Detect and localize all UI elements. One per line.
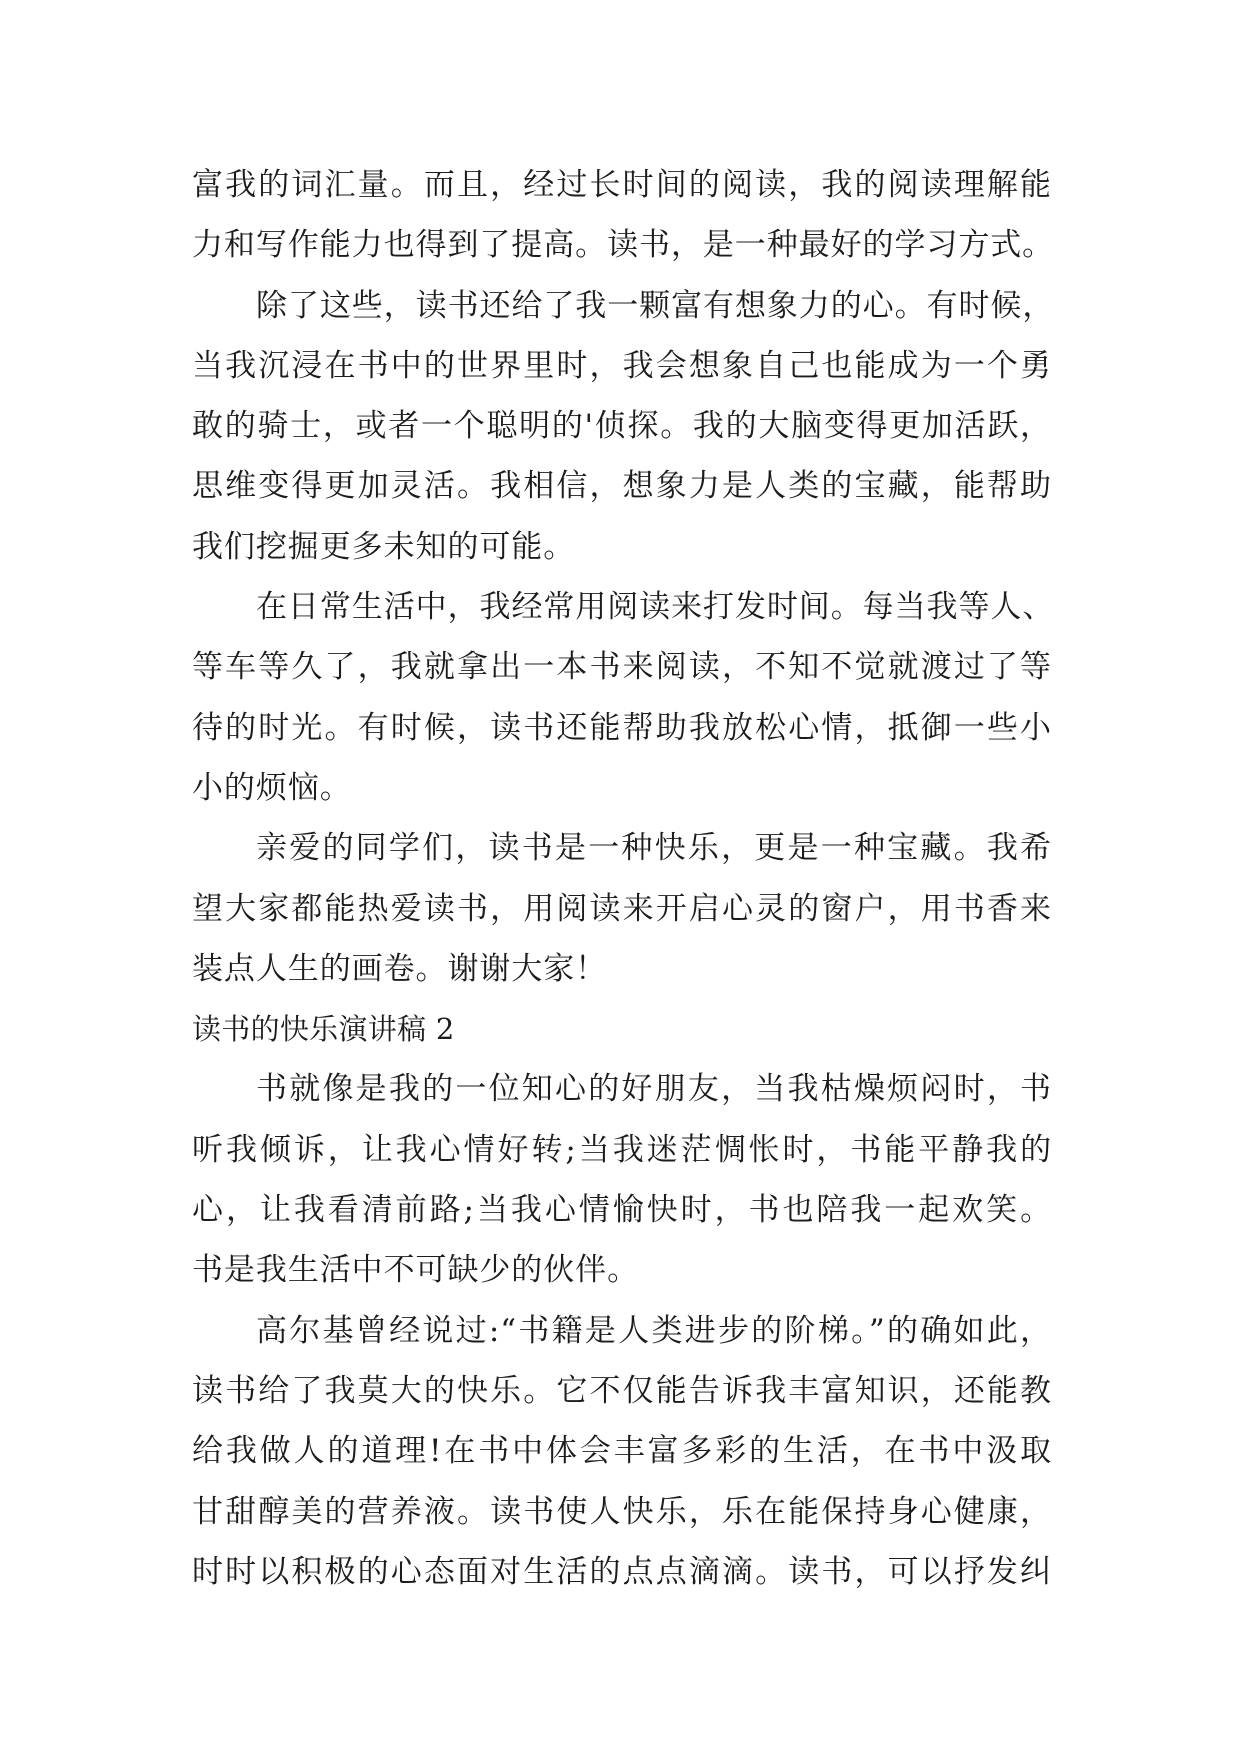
paragraph-first-line: 高尔基曾经说过:“书籍是人类进步的阶梯。”的确如此，	[256, 1312, 1052, 1349]
paragraph-first-line: 在日常生活中，我经常用阅读来打发时间。每当我等人、	[256, 589, 1055, 626]
text-line: 敢的骑士，或者一个聪明的'侦探。我的大脑变得更加活跃，	[192, 408, 1052, 445]
text-line: 我们挖掘更多未知的可能。	[192, 528, 576, 565]
text-line: 心，让我看清前路;当我心情愉快时，书也陪我一起欢笑。	[192, 1192, 1052, 1229]
text-line: 听我倾诉，让我心情好转;当我迷茫惆怅时，书能平静我的	[192, 1131, 1052, 1168]
text-line: 时时以积极的心态面对生活的点点滴滴。读书，可以抒发纠	[192, 1553, 1052, 1590]
paragraph-first-line: 除了这些，读书还给了我一颗富有想象力的心。有时候，	[256, 287, 1055, 324]
paragraph-first-line: 书就像是我的一位知心的好朋友，当我枯燥烦闷时，书	[256, 1071, 1052, 1108]
paragraph-first-line: 亲爱的同学们，读书是一种快乐，更是一种宝藏。我希	[256, 830, 1052, 867]
text-line: 小的烦恼。	[192, 769, 352, 806]
text-line: 装点人生的画卷。谢谢大家！	[192, 950, 608, 987]
text-line: 望大家都能热爱读书，用阅读来开启心灵的窗户，用书香来	[192, 890, 1052, 927]
section-heading: 读书的快乐演讲稿 2	[192, 1012, 455, 1047]
text-line: 当我沉浸在书中的世界里时，我会想象自己也能成为一个勇	[192, 347, 1052, 384]
text-line: 等车等久了，我就拿出一本书来阅读，不知不觉就渡过了等	[192, 649, 1052, 686]
text-line: 读书给了我莫大的快乐。它不仅能告诉我丰富知识，还能教	[192, 1372, 1052, 1409]
text-line: 力和写作能力也得到了提高。读书，是一种最好的学习方式。	[192, 227, 1055, 264]
text-line: 给我做人的道理!在书中体会丰富多彩的生活，在书中汲取	[192, 1433, 1052, 1470]
text-line: 待的时光。有时候，读书还能帮助我放松心情，抵御一些小	[192, 709, 1052, 746]
text-line: 书是我生活中不可缺少的伙伴。	[192, 1252, 640, 1289]
text-line: 富我的词汇量。而且，经过长时间的阅读，我的阅读理解能	[192, 167, 1052, 203]
document-body	[192, 155, 1055, 1602]
text-line: 思维变得更加灵活。我相信，想象力是人类的宝藏，能帮助	[192, 468, 1052, 505]
text-line: 甘甜醇美的营养液。读书使人快乐，乐在能保持身心健康，	[192, 1493, 1052, 1530]
